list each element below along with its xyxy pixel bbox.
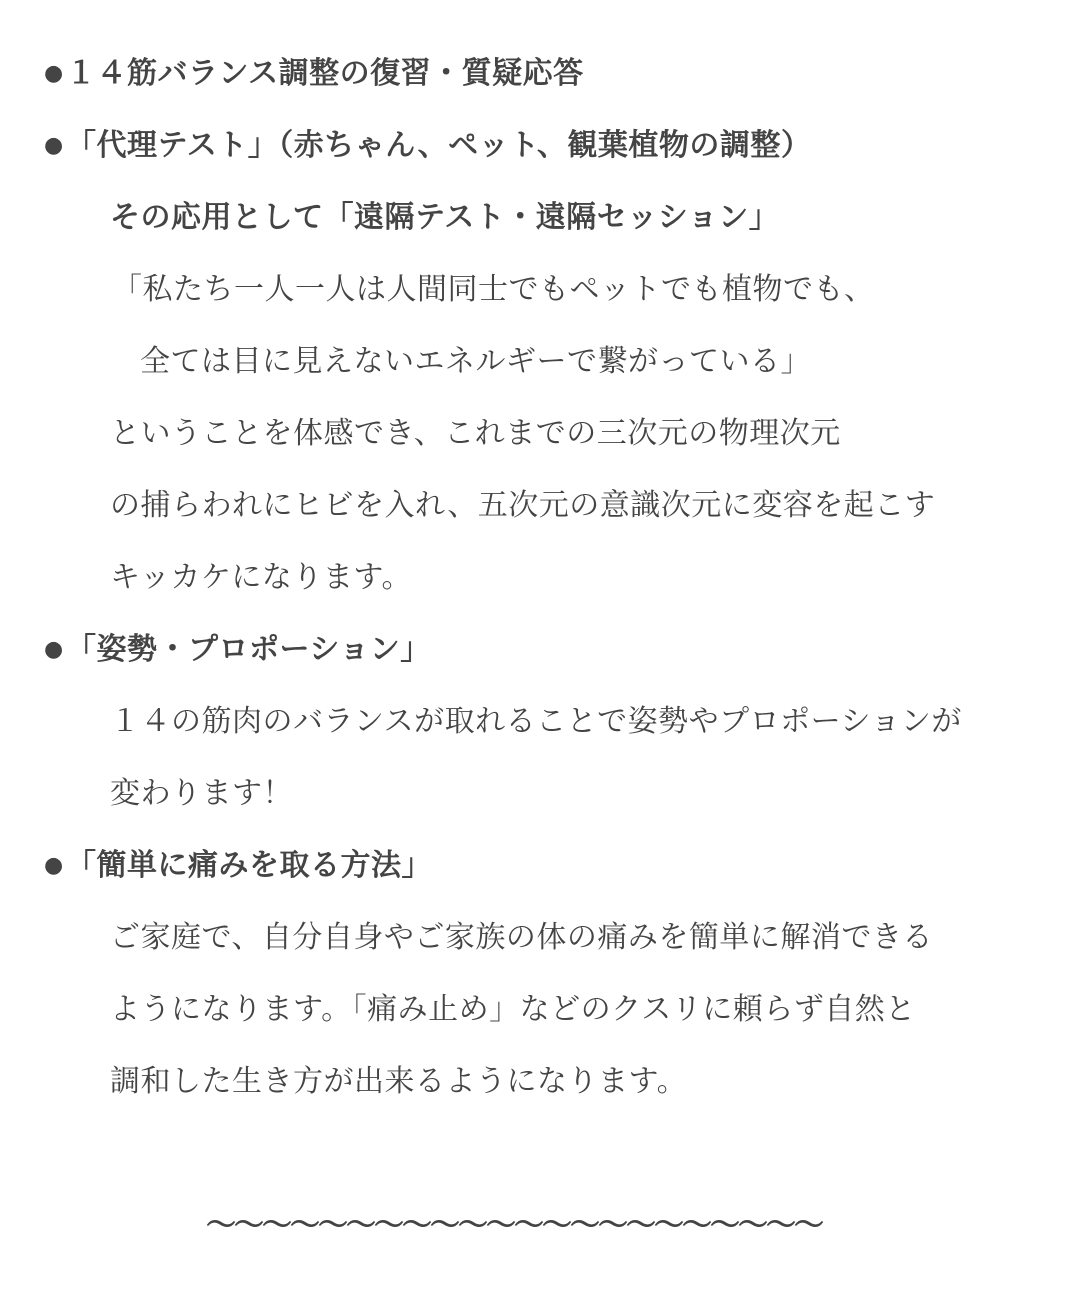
body-text-line: 変わります！ [110,776,293,811]
body-text-line: キッカケになります。 [110,560,412,595]
body-text-line: 「私たち一人一人は人間同士でもペットでも植物でも、 [112,272,875,307]
bullet-icon: ● [44,637,64,662]
bullet-item-proxy-test [44,110,811,182]
heading-text: 「簡単に痛みを取る方法」 [66,848,432,883]
body-text-line: 調和した生き方が出来るようになります。 [110,1064,688,1099]
subheading-remote-session: その応用として「遠隔テスト・遠隔セッション」 [110,200,780,235]
heading-text: 「代理テスト」（赤ちゃん、ペット、観葉植物の調整） [66,128,812,163]
bullet-item-pain-relief [44,830,432,902]
body-text-line: 全ては目に見えないエネルギーで繋がっている」 [140,344,811,379]
heading-text: 「姿勢・プロポーション」 [66,632,431,667]
body-text-line: ということを体感でき、これまでの三次元の物理次元 [110,416,841,451]
wave-divider: 〜〜〜〜〜〜〜〜〜〜〜〜〜〜〜〜〜〜〜〜〜〜 [206,1208,822,1243]
body-text-line: ご家庭で、自分自身やご家族の体の痛みを簡単に解消できる [110,920,933,955]
body-text-line: １４の筋肉のバランスが取れることで姿勢やプロポーションが [110,704,962,739]
bullet-icon: ● [44,853,64,878]
bullet-icon: ● [44,133,64,158]
heading-text: １４筋バランス調整の復習・質疑応答 [66,56,584,91]
bullet-item-review [44,38,584,110]
bullet-item-posture [44,614,431,686]
bullet-icon: ● [44,61,64,86]
body-text-line: ようになります。「痛み止め」などのクスリに頼らず自然と [110,992,916,1027]
body-text-line: の捕らわれにヒビを入れ、五次元の意識次元に変容を起こす [110,488,936,523]
